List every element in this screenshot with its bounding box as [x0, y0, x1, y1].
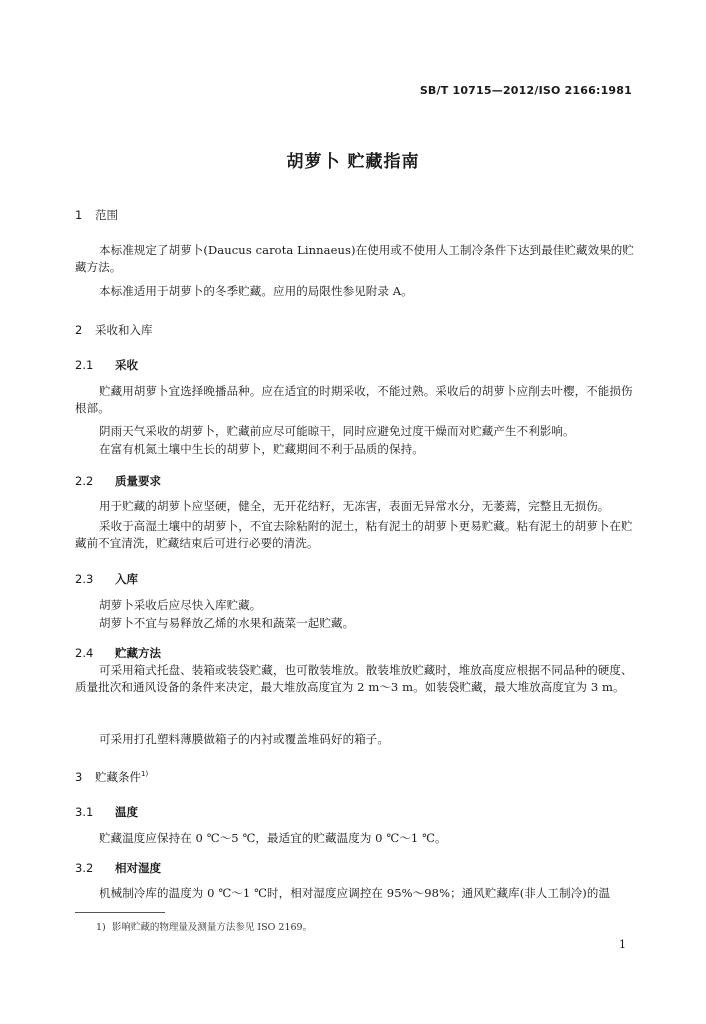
section-number: 3.2: [75, 861, 94, 875]
section-number: 3: [75, 770, 83, 784]
page-number: 1: [619, 938, 626, 951]
section-number: 1: [75, 208, 83, 222]
footnote-mark: 1): [96, 922, 106, 933]
section-title: 贮藏方法: [115, 646, 161, 660]
section-2-3-heading: [75, 571, 138, 587]
paragraph: 机械制冷库的温度为 0 ℃～1 ℃时，相对湿度应调控在 95%～98%；通风贮藏库(非人工制冷)的温: [99, 886, 611, 900]
standard-code: SB/T 10715—2012/ISO 2166:1981: [419, 84, 632, 97]
section-2-heading: [75, 322, 153, 338]
paragraph: 本标准适用于胡萝卜的冬季贮藏。应用的局限性参见附录 A。: [99, 284, 413, 298]
footnote-text: 影响贮藏的物理量及测量方法参见 ISO 2169。: [111, 922, 313, 933]
paragraph: 在富有机氮土壤中生长的胡萝卜，贮藏期间不利于品质的保持。: [99, 442, 424, 456]
paragraph: 采收于高湿土壤中的胡萝卜，不宜去除粘附的泥土，粘有泥土的胡萝卜更易贮藏。粘有泥土的胡萝卜在贮藏前不宜清洗，贮藏结束后可进行必要的清洗。: [75, 519, 633, 550]
paragraph: 胡萝卜不宜与易释放乙烯的水果和蔬菜一起贮藏。: [99, 616, 355, 630]
section-2-4-heading: [75, 645, 161, 661]
document-title: 胡萝卜 贮藏指南: [286, 152, 420, 172]
section-title: 范围: [95, 208, 118, 222]
footnote-ref: 1): [141, 770, 149, 779]
paragraph: 可采用箱式托盘、装箱或装袋贮藏，也可散装堆放。散装堆放贮藏时，堆放高度应根据不同品种的硬度、质量批次和通风设备的条件来决定，最大堆放高度宜为 2 m～3 m。如装袋贮藏，最大堆放高度宜为 3 m。: [75, 663, 633, 694]
footnote-divider: [75, 912, 165, 913]
paragraph: 可采用打孔塑料薄膜做箱子的内衬或覆盖堆码好的箱子。: [99, 732, 389, 746]
section-title: 温度: [115, 805, 138, 819]
paragraph: 阴雨天气采收的胡萝卜，贮藏前应尽可能晾干，同时应避免过度干燥而对贮藏产生不利影响。: [99, 424, 575, 438]
section-1-heading: [75, 207, 118, 223]
footnote: [96, 919, 312, 933]
section-number: 2.2: [75, 474, 94, 488]
paragraph: 胡萝卜采收后应尽快入库贮藏。: [99, 598, 262, 612]
section-2-1-heading: [75, 357, 138, 373]
paragraph: 用于贮藏的胡萝卜应坚硬，健全，无开花结籽，无冻害，表面无异常水分，无萎蔫，完整且无损伤。: [99, 499, 610, 513]
section-title: 贮藏条件: [95, 770, 141, 784]
paragraph: 贮藏温度应保持在 0 ℃～5 ℃，最适宜的贮藏温度为 0 ℃～1 ℃。: [99, 831, 447, 845]
section-title: 采收和入库: [95, 323, 153, 337]
section-3-2-heading: [75, 860, 161, 876]
section-title: 质量要求: [115, 474, 161, 488]
section-3-heading: [75, 769, 148, 785]
section-3-1-heading: [75, 804, 138, 820]
section-number: 3.1: [75, 805, 94, 819]
section-number: 2.1: [75, 358, 94, 372]
section-title: 相对湿度: [115, 861, 161, 875]
paragraph: 本标准规定了胡萝卜(Daucus carota Linnaeus)在使用或不使用人工制冷条件下达到最佳贮藏效果的贮藏方法。: [75, 243, 635, 274]
paragraph: 贮藏用胡萝卜宜选择晚播品种。应在适宜的时期采收，不能过熟。采收后的胡萝卜应削去叶樱，不能损伤根部。: [75, 384, 633, 415]
section-2-2-heading: [75, 473, 161, 489]
section-title: 采收: [115, 358, 138, 372]
section-number: 2.4: [75, 646, 94, 660]
section-number: 2: [75, 323, 83, 337]
section-number: 2.3: [75, 572, 94, 586]
section-title: 入库: [115, 572, 138, 586]
